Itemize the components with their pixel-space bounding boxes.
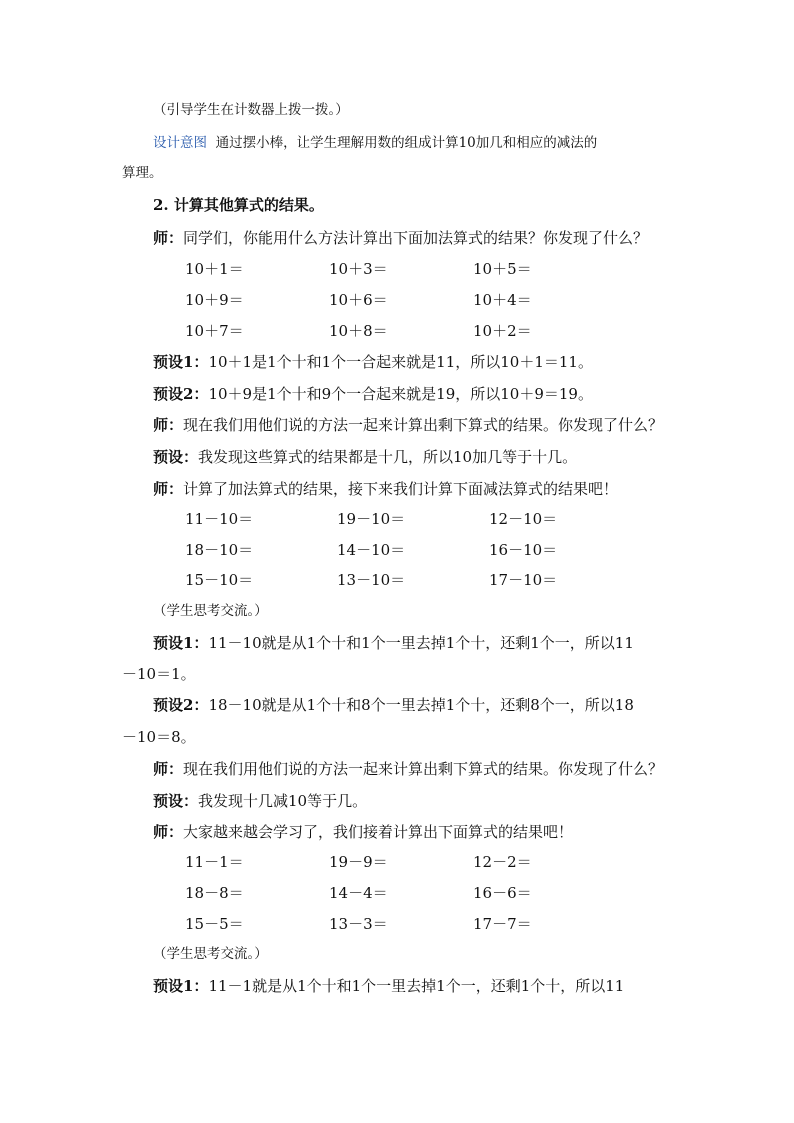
design-intent-cont: 算理。 bbox=[122, 165, 163, 181]
equation: 19－10＝ bbox=[337, 510, 406, 528]
preset-text: 我发现这些算式的结果都是十几，所以10加几等于十几。 bbox=[198, 448, 578, 466]
preset-label: 预设1： bbox=[153, 353, 209, 371]
equation: 10＋7＝ bbox=[185, 322, 244, 340]
teacher-text: 同学们，你能用什么方法计算出下面加法算式的结果？你发现了什么？ bbox=[183, 229, 649, 247]
equation: 10＋8＝ bbox=[329, 322, 388, 340]
equation: 17－7＝ bbox=[473, 915, 532, 933]
preset-line bbox=[153, 352, 713, 372]
preset-cont: －10＝1。 bbox=[122, 665, 196, 683]
teacher-line bbox=[153, 822, 713, 842]
teacher-line bbox=[153, 228, 713, 248]
equation: 10＋9＝ bbox=[185, 291, 244, 309]
teacher-text: 现在我们用他们说的方法一起来计算出剩下算式的结果。你发现了什么？ bbox=[183, 416, 664, 434]
equation: 13－3＝ bbox=[329, 915, 388, 933]
equation: 16－10＝ bbox=[489, 541, 558, 559]
preset-label: 预设： bbox=[153, 448, 199, 466]
equation: 10＋4＝ bbox=[473, 291, 532, 309]
teacher-line bbox=[153, 415, 713, 435]
equation: 11－1＝ bbox=[185, 853, 244, 871]
preset-label: 预设1： bbox=[153, 634, 209, 652]
teacher-label: 师： bbox=[153, 416, 184, 434]
preset-text: 10＋9是1个十和9个一合起来就是19，所以10＋9＝19。 bbox=[208, 385, 593, 403]
discussion-note: （学生思考交流。） bbox=[153, 946, 268, 962]
equation: 15－10＝ bbox=[185, 571, 254, 589]
preset-text: 10＋1是1个十和1个一合起来就是11，所以10＋1＝11。 bbox=[208, 353, 593, 371]
preset-label: 预设2： bbox=[153, 696, 209, 714]
equation: 18－10＝ bbox=[185, 541, 254, 559]
preset-line bbox=[153, 633, 713, 653]
equation: 10＋3＝ bbox=[329, 260, 388, 278]
equation: 10＋1＝ bbox=[185, 260, 244, 278]
preset-line bbox=[153, 695, 713, 715]
equation: 12－10＝ bbox=[489, 510, 558, 528]
preset-cont: －10＝8。 bbox=[122, 728, 196, 746]
preset-line bbox=[153, 384, 713, 404]
teacher-text: 大家越来越会学习了，我们接着计算出下面算式的结果吧！ bbox=[183, 823, 574, 841]
preset-line bbox=[153, 791, 713, 811]
teacher-text: 现在我们用他们说的方法一起来计算出剩下算式的结果。你发现了什么？ bbox=[183, 760, 664, 778]
teacher-label: 师： bbox=[153, 229, 184, 247]
preset-label: 预设： bbox=[153, 792, 199, 810]
equation: 14－4＝ bbox=[329, 884, 388, 902]
equation: 10＋2＝ bbox=[473, 322, 532, 340]
teacher-line bbox=[153, 759, 713, 779]
equation: 11－10＝ bbox=[185, 510, 254, 528]
preset-text: 我发现十几减10等于几。 bbox=[198, 792, 368, 810]
preset-line bbox=[153, 976, 713, 996]
teacher-label: 师： bbox=[153, 760, 184, 778]
preset-text: 11－1就是从1个十和1个一里去掉1个一，还剩1个十，所以11 bbox=[208, 977, 625, 995]
discussion-note: （学生思考交流。） bbox=[153, 603, 268, 619]
preset-line bbox=[153, 447, 713, 467]
teacher-text: 计算了加法算式的结果，接下来我们计算下面减法算式的结果吧！ bbox=[183, 480, 619, 498]
equation: 17－10＝ bbox=[489, 571, 558, 589]
design-intent-text: 通过摆小棒，让学生理解用数的组成计算10加几和相应的减法的 bbox=[215, 135, 598, 151]
guide-note: （引导学生在计数器上拨一拨。） bbox=[153, 102, 349, 118]
preset-text: 11－10就是从1个十和1个一里去掉1个十，还剩1个一，所以11 bbox=[208, 634, 634, 652]
teacher-line bbox=[153, 479, 713, 499]
preset-label: 预设2： bbox=[153, 385, 209, 403]
preset-text: 18－10就是从1个十和8个一里去掉1个十，还剩8个一，所以18 bbox=[208, 696, 634, 714]
design-intent-label: 设计意图 bbox=[153, 135, 207, 151]
equation: 15－5＝ bbox=[185, 915, 244, 933]
equation: 16－6＝ bbox=[473, 884, 532, 902]
equation: 13－10＝ bbox=[337, 571, 406, 589]
preset-label: 预设1： bbox=[153, 977, 209, 995]
design-intent bbox=[153, 133, 713, 153]
equation: 19－9＝ bbox=[329, 853, 388, 871]
equation: 18－8＝ bbox=[185, 884, 244, 902]
equation: 14－10＝ bbox=[337, 541, 406, 559]
equation: 12－2＝ bbox=[473, 853, 532, 871]
teacher-label: 师： bbox=[153, 823, 184, 841]
equation: 10＋6＝ bbox=[329, 291, 388, 309]
section-heading: 2. 计算其他算式的结果。 bbox=[153, 196, 324, 214]
equation: 10＋5＝ bbox=[473, 260, 532, 278]
teacher-label: 师： bbox=[153, 480, 184, 498]
